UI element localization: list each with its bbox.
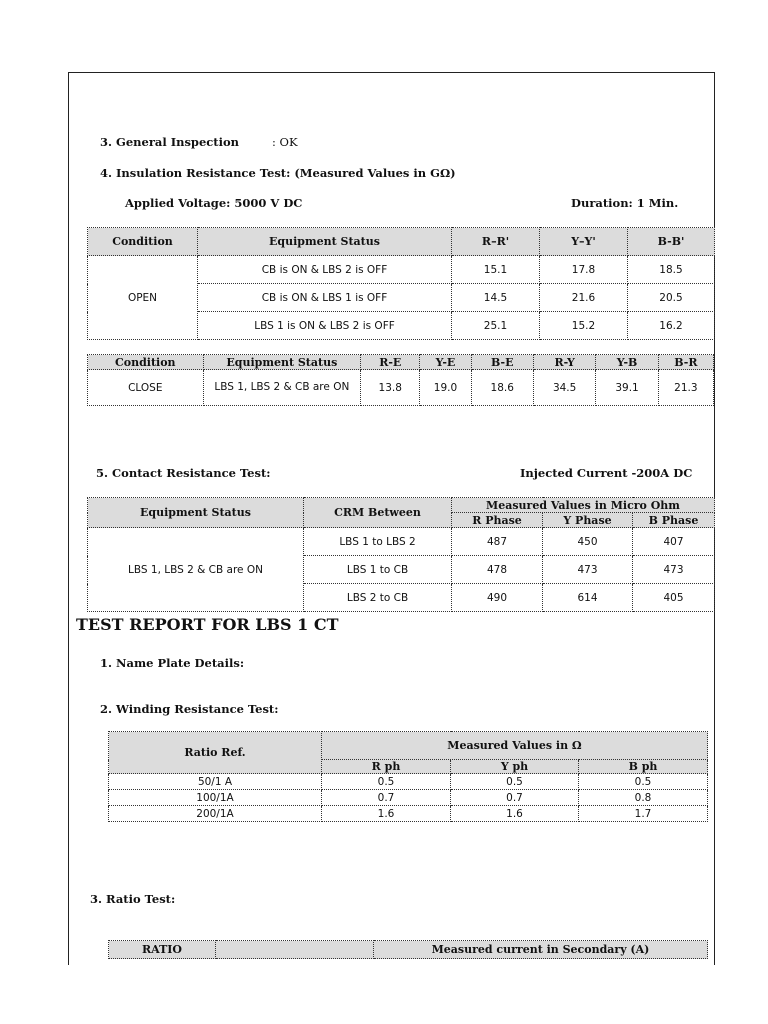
header-blank [216,941,374,959]
header-r-phase: R Phase [452,513,543,528]
condition-open: OPEN [88,256,198,340]
table-row [88,370,714,406]
equipment-status: LBS 1, LBS 2 & CB are ON [88,528,304,612]
equipment-status: CB is ON & LBS 2 is OFF [198,256,452,284]
equipment-status: LBS 1 is ON & LBS 2 is OFF [198,312,452,340]
table-row [88,528,715,556]
insulation-test-heading: 4. Insulation Resistance Test: (Measured Values in GΩ) [100,166,456,180]
b-value: 407 [633,528,715,556]
crm-between: LBS 1 to LBS 2 [304,528,452,556]
r-value: 14.5 [452,284,540,312]
y-b-value: 39.1 [596,370,658,406]
header-b-phase: B Phase [633,513,715,528]
b-value: 16.2 [628,312,715,340]
header-b-b: B-B' [628,228,715,256]
header-r-e: R-E [361,355,420,370]
header-condition: Condition [88,355,204,370]
header-measured-values: Measured Values in Micro Ohm [452,498,715,513]
b-value: 405 [633,584,715,612]
table-row [109,806,708,822]
table-row [109,790,708,806]
header-y-ph: Y ph [451,760,579,774]
b-value: 0.8 [579,790,708,806]
y-value: 450 [543,528,633,556]
header-y-phase: Y Phase [543,513,633,528]
name-plate-heading: 1. Name Plate Details: [100,656,245,670]
header-y-e: Y-E [420,355,471,370]
r-value: 0.5 [322,774,451,790]
b-value: 20.5 [628,284,715,312]
crm-between: LBS 2 to CB [304,584,452,612]
y-value: 17.8 [540,256,628,284]
ratio-test-table [108,940,708,959]
header-condition: Condition [88,228,198,256]
header-ratio: RATIO [109,941,216,959]
r-value: 478 [452,556,543,584]
b-r-value: 21.3 [658,370,713,406]
header-r-y: R-Y [533,355,595,370]
general-inspection-label: 3. General Inspection [100,135,239,149]
general-inspection-value: : OK [272,135,298,149]
report-title: TEST REPORT FOR LBS 1 CT [76,615,339,634]
b-e-value: 18.6 [471,370,533,406]
y-value: 614 [543,584,633,612]
b-value: 1.7 [579,806,708,822]
header-equipment-status: Equipment Status [88,498,304,528]
b-value: 0.5 [579,774,708,790]
contact-resistance-heading: 5. Contact Resistance Test: [96,466,271,480]
y-value: 15.2 [540,312,628,340]
ir-open-table [87,227,715,340]
y-value: 0.7 [451,790,579,806]
ratio-test-heading: 3. Ratio Test: [90,892,176,906]
ratio-value: 200/1A [109,806,322,822]
b-value: 473 [633,556,715,584]
equipment-status: LBS 1, LBS 2 & CB are ON [203,370,361,406]
y-value: 0.5 [451,774,579,790]
r-y-value: 34.5 [533,370,595,406]
duration: Duration: 1 Min. [571,196,679,210]
contact-resistance-table [87,497,715,612]
y-e-value: 19.0 [420,370,471,406]
b-value: 18.5 [628,256,715,284]
ratio-value: 100/1A [109,790,322,806]
r-value: 1.6 [322,806,451,822]
r-value: 25.1 [452,312,540,340]
header-measured-current: Measured current in Secondary (A) [374,941,708,959]
winding-resistance-table [108,731,708,822]
ir-close-table [87,354,714,406]
header-crm-between: CRM Between [304,498,452,528]
y-value: 21.6 [540,284,628,312]
r-value: 0.7 [322,790,451,806]
header-r-ph: R ph [322,760,451,774]
r-value: 15.1 [452,256,540,284]
header-y-b: Y-B [596,355,658,370]
header-b-e: B-E [471,355,533,370]
header-b-r: B-R [658,355,713,370]
header-ratio-ref: Ratio Ref. [109,732,322,774]
injected-current: Injected Current -200A DC [520,466,693,480]
winding-resistance-heading: 2. Winding Resistance Test: [100,702,279,716]
header-measured-values: Measured Values in Ω [322,732,708,760]
r-e-value: 13.8 [361,370,420,406]
header-equipment-status: Equipment Status [198,228,452,256]
applied-voltage: Applied Voltage: 5000 V DC [125,196,303,210]
condition-close: CLOSE [88,370,204,406]
header-y-y: Y–Y' [540,228,628,256]
ratio-value: 50/1 A [109,774,322,790]
header-equipment-status: Equipment Status [203,355,361,370]
y-value: 1.6 [451,806,579,822]
header-r-r: R–R' [452,228,540,256]
header-b-ph: B ph [579,760,708,774]
y-value: 473 [543,556,633,584]
table-row [109,774,708,790]
r-value: 487 [452,528,543,556]
equipment-status: CB is ON & LBS 1 is OFF [198,284,452,312]
crm-between: LBS 1 to CB [304,556,452,584]
table-row [88,256,715,284]
r-value: 490 [452,584,543,612]
